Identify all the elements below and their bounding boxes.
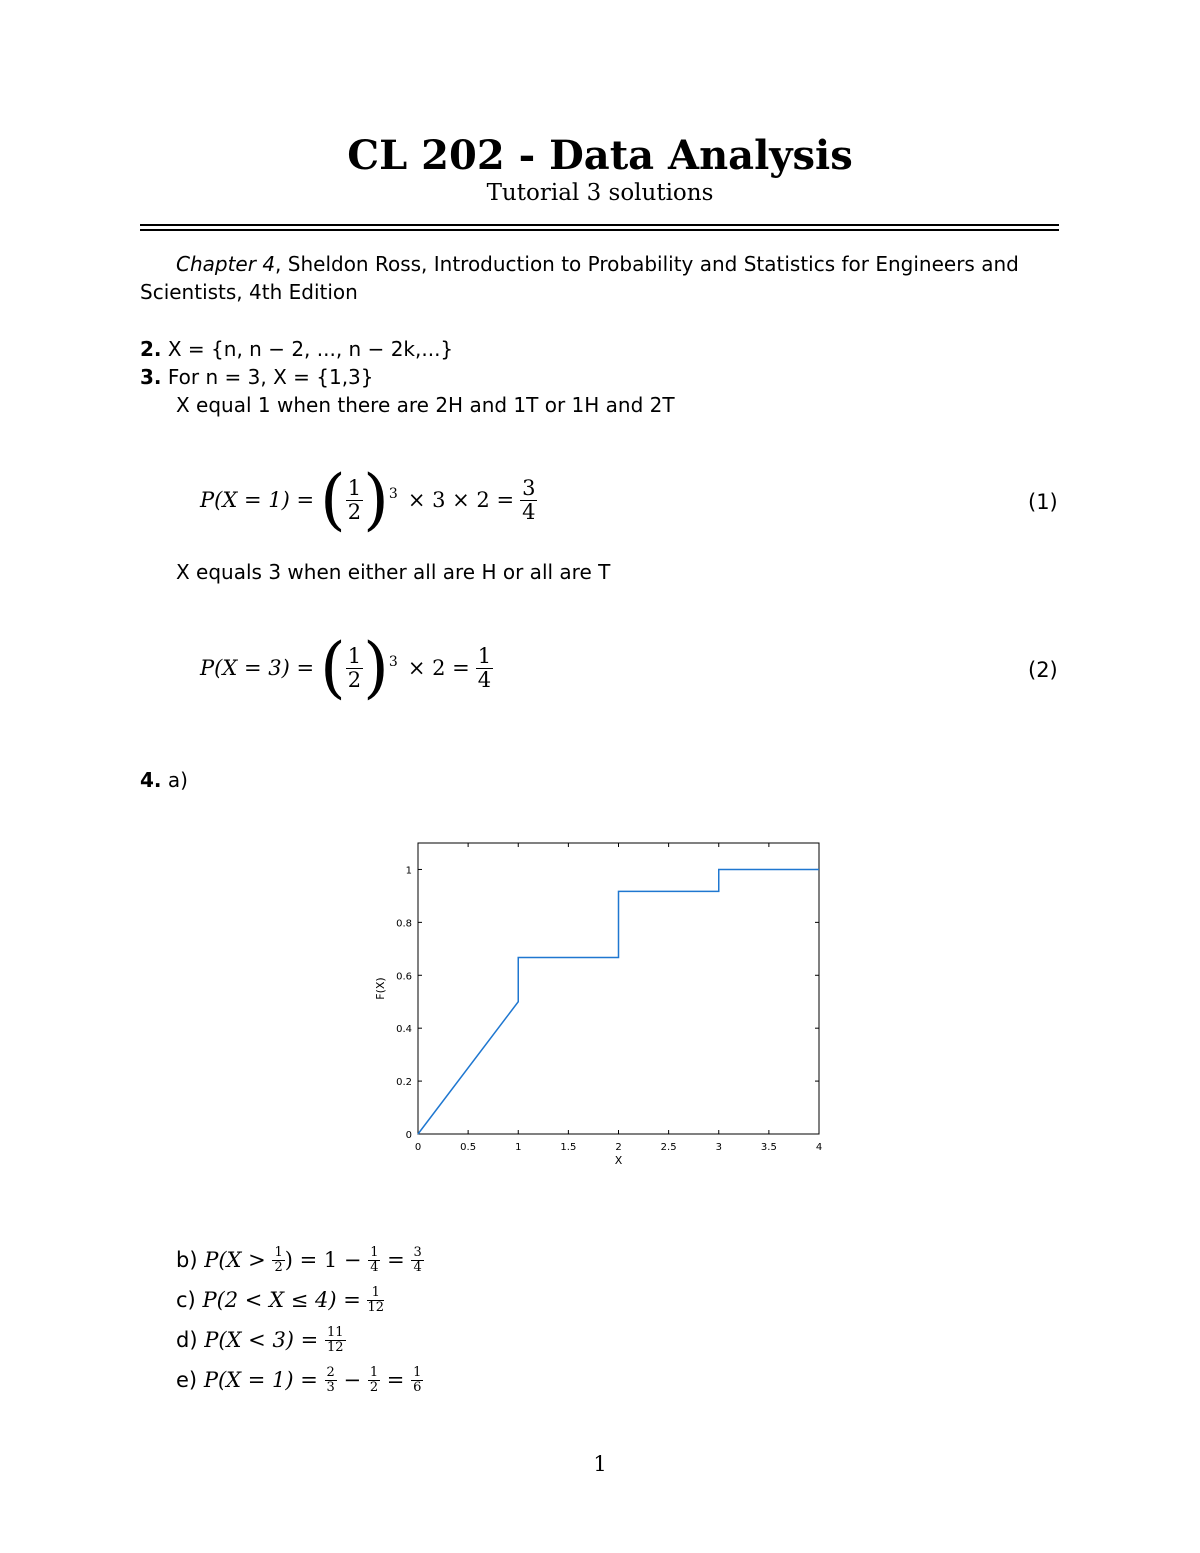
q4-e-mid: −	[343, 1368, 362, 1392]
plot-frame	[418, 843, 819, 1134]
eq1-number: (1)	[1028, 490, 1058, 514]
y-tick-label: 0.6	[396, 971, 412, 983]
q4-part-d	[176, 1324, 346, 1356]
eq1-lhs: P(X = 1) =	[200, 488, 315, 512]
x-tick-label: 3.5	[760, 1142, 777, 1153]
document-title: CL 202 - Data Analysis	[347, 132, 853, 179]
cdf-series-line	[418, 869, 819, 1134]
q3-number: 3.	[140, 365, 162, 389]
y-tick-label: 0.8	[396, 918, 412, 930]
q4-c-frac1: $\frac{1}{12}$	[367, 1284, 385, 1315]
q4-b-frac1: $\frac{1}{2}$	[274, 1244, 283, 1275]
eq2-result-fraction: $\frac{1}{4}$	[477, 644, 492, 692]
q4-b-frac3: $\frac{3}{4}$	[413, 1244, 422, 1275]
q2-text: X = {n, n − 2, ..., n − 2k,...}	[167, 337, 454, 361]
q4-e-label: e)	[176, 1368, 198, 1392]
q4-d-pre: P(X < 3) =	[204, 1328, 319, 1352]
q3-text-2: X equal 1 when there are 2H and 1T or 1H and 2T	[176, 393, 675, 417]
y-tick-label: 0	[405, 1130, 412, 1141]
x-axis-label: X	[614, 1154, 623, 1167]
q3-text-1: For n = 3, X = {1,3}	[167, 365, 374, 389]
q4-part-c	[176, 1284, 384, 1316]
q4-e-frac2: $\frac{1}{2}$	[369, 1364, 379, 1395]
eq1-exponent: 3	[388, 486, 398, 502]
q4-e-frac3: $\frac{1}{6}$	[413, 1364, 422, 1395]
intro-line-2: Scientists, 4th Edition	[140, 280, 358, 304]
y-tick-label: 1	[405, 865, 412, 877]
x-tick-label: 2.5	[660, 1142, 677, 1153]
eq2-lhs: P(X = 3) =	[200, 656, 315, 680]
y-tick-label: 0.2	[396, 1077, 412, 1089]
intro-line-1	[176, 252, 1066, 276]
eq1-mid: × 3 × 2 =	[407, 488, 515, 512]
cdf-chart	[360, 830, 840, 1180]
page-number: 1	[593, 1452, 607, 1476]
q4-e-frac1: $\frac{2}{3}$	[326, 1364, 335, 1395]
eq2-number: (2)	[1028, 658, 1058, 682]
x-tick-label: 2	[615, 1142, 622, 1153]
y-axis-label: F(X)	[374, 977, 387, 1000]
chapter-ref: Chapter 4	[176, 252, 276, 276]
title-rule-bottom	[140, 229, 1059, 231]
q4-part-e	[176, 1364, 423, 1396]
q4-e-eq: =	[386, 1368, 405, 1392]
eq1-result-fraction: $\frac{3}{4}$	[522, 476, 536, 524]
y-tick-label: 0.4	[396, 1024, 412, 1036]
q4-c-label: c)	[176, 1288, 196, 1312]
x-tick-label: 4	[815, 1142, 823, 1153]
eq2-exponent: 3	[388, 654, 398, 670]
q4-d-label: d)	[176, 1328, 198, 1352]
x-tick-label: 0.5	[460, 1142, 477, 1153]
eq2-mid: × 2 =	[407, 656, 470, 680]
book-ref: , Sheldon Ross, Introduction to Probability and Statistics for Engineers and	[275, 252, 1019, 276]
q4-b-label: b)	[176, 1248, 198, 1272]
q2-number: 2.	[140, 337, 162, 361]
q4-part-b	[176, 1244, 424, 1276]
q4-number: 4.	[140, 768, 162, 792]
title-rule-top	[140, 224, 1059, 226]
q4-b-frac2: $\frac{1}{4}$	[370, 1244, 379, 1275]
q3-line-1	[140, 365, 374, 389]
x-tick-label: 0	[414, 1142, 422, 1153]
q2-line	[140, 337, 453, 361]
q4-b-pre: P(X >	[204, 1248, 266, 1272]
document-subtitle: Tutorial 3 solutions	[486, 180, 714, 206]
equation-1: P(X = 1) = ( $\frac{1}{2}$ ) 3 × 3 × 2 = $\frac{3}{4}$	[200, 461, 536, 538]
q4-line	[140, 768, 188, 792]
q4-d-frac1: $\frac{11}{12}$	[326, 1324, 344, 1355]
q4-b-mid: ) = 1 −	[284, 1248, 362, 1272]
q4-c-pre: P(2 < X ≤ 4) =	[202, 1288, 361, 1312]
x-tick-label: 1	[515, 1142, 522, 1153]
x-tick-label: 3	[715, 1142, 722, 1153]
eq2-half-fraction: $\frac{1}{2}$	[347, 644, 362, 692]
q4-b-eq: =	[387, 1248, 405, 1272]
eq1-half-fraction: $\frac{1}{2}$	[347, 476, 362, 524]
x-tick-label: 1.5	[560, 1142, 577, 1153]
q4-e-pre: P(X = 1) =	[203, 1368, 318, 1392]
q4-part-a: a)	[167, 768, 188, 792]
q3-text-3: X equals 3 when either all are H or all are T	[176, 560, 611, 584]
equation-2: P(X = 3) = ( $\frac{1}{2}$ ) 3 × 2 = $\frac{1}{4}$	[200, 629, 492, 706]
